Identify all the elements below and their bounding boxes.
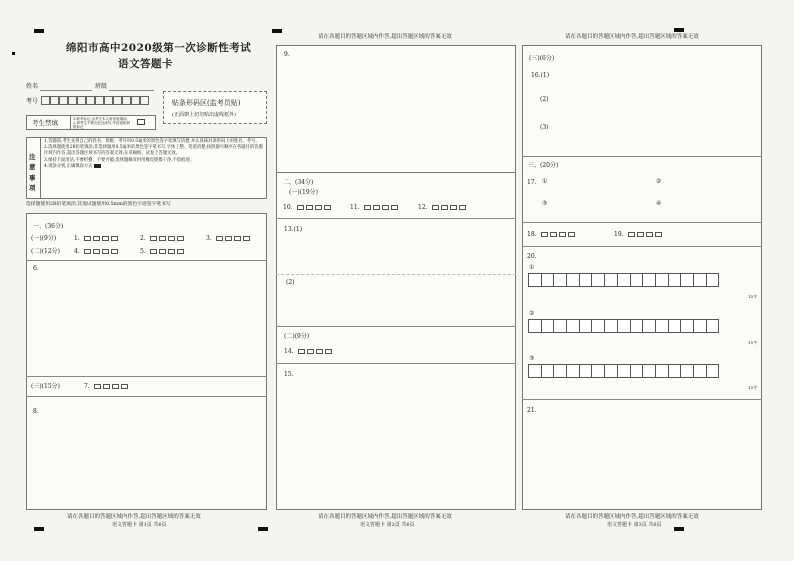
option-d[interactable]: [111, 236, 118, 241]
absent-checkbox[interactable]: [137, 119, 145, 125]
option-d[interactable]: [243, 236, 250, 241]
q11-label: 11.: [350, 204, 360, 211]
divider: [522, 222, 762, 223]
option-a[interactable]: [216, 236, 223, 241]
option-c[interactable]: [316, 349, 323, 354]
notice-side-label: 注意事项: [29, 153, 36, 193]
q20-grid-row-3[interactable]: [529, 364, 719, 378]
choice-q2[interactable]: [140, 235, 185, 242]
option-a[interactable]: [432, 205, 439, 210]
option-d[interactable]: [459, 205, 466, 210]
q20-count-1: 15字: [748, 294, 758, 299]
option-a[interactable]: [297, 205, 304, 210]
q18-label: 18.: [527, 231, 537, 238]
q20-grid-row-1[interactable]: [529, 273, 719, 287]
option-b[interactable]: [637, 232, 644, 237]
notice-items: [44, 139, 264, 170]
q21-answer-area[interactable]: [523, 400, 761, 509]
barcode-note: (正面朝上切勿贴出虚线框外): [172, 112, 236, 118]
exam-number-label: 考号: [26, 98, 39, 105]
footer-warning-3: 请在各题目的答题区域内作答,超出答题区域的答案无效: [565, 514, 699, 520]
divider: [26, 376, 267, 377]
q2-label: 2.: [140, 235, 146, 242]
option-c[interactable]: [450, 205, 457, 210]
alignment-mark: [34, 29, 44, 33]
option-b[interactable]: [225, 236, 232, 241]
q9-label: 9.: [284, 51, 290, 58]
card-title: 语文答题卡: [118, 58, 173, 70]
class-label: 班级: [95, 83, 108, 90]
forbidden-note: 1.缺考标记,由考生本人用铅笔填涂。2.请考生不要在此处涂写,并检查贴码框标记: [73, 117, 130, 130]
alignment-mark: [258, 527, 268, 531]
divider: [522, 246, 762, 247]
class-line: [109, 90, 154, 91]
notice-item-4: 4.请涂分别,正确填涂方式: [44, 164, 264, 170]
q13-1-label: 13.(1): [284, 226, 303, 233]
divider: [276, 326, 516, 327]
option-d[interactable]: [111, 249, 118, 254]
divider: [276, 274, 516, 275]
q20-row-1-label: ①: [529, 264, 535, 271]
q3-label: 3.: [206, 235, 212, 242]
option-a[interactable]: [541, 232, 548, 237]
footer-page-1: 语文答题卡 第1页 共6页: [112, 522, 167, 528]
option-b[interactable]: [441, 205, 448, 210]
header-warning-3: 请在各题目的答题区域内作答,超出答题区域的答案无效: [565, 34, 699, 40]
exam-title: 绵阳市高中2020级第一次诊断性考试: [66, 42, 252, 54]
q19-label: 19.: [614, 231, 624, 238]
alignment-mark: [272, 29, 282, 33]
option-c[interactable]: [102, 249, 109, 254]
option-d[interactable]: [177, 249, 184, 254]
option-c[interactable]: [646, 232, 653, 237]
subsection-2-2: (二)(9分): [284, 333, 310, 340]
notice-item-3: 3.保持卡面清洁,不要折叠、不要弄破;选择题修改时用橡皮擦擦干净,不留痕迹。: [44, 157, 195, 163]
q20-grid-row-2[interactable]: [529, 319, 719, 333]
choice-q14[interactable]: [284, 348, 333, 355]
header-warning-2: 请在各题目的答题区域内作答,超出答题区域的答案无效: [318, 34, 452, 40]
option-a[interactable]: [84, 236, 91, 241]
q20-count-3: 15字: [748, 385, 758, 390]
q16-1-label: 16.(1): [531, 72, 550, 79]
q20-row-3-label: ③: [529, 355, 535, 362]
option-c[interactable]: [315, 205, 322, 210]
q5-label: 5.: [140, 248, 146, 255]
fill-example: [94, 164, 101, 168]
q17-blank-3: ③: [542, 200, 548, 207]
choice-q18[interactable]: [527, 231, 576, 238]
option-a[interactable]: [298, 349, 305, 354]
footer-warning-1: 请在各题目的答题区域内作答,超出答题区域的答案无效: [67, 514, 201, 520]
q14-label: 14.: [284, 348, 294, 355]
q17-blank-4: ④: [656, 200, 662, 207]
alignment-mark: [674, 527, 684, 531]
option-a[interactable]: [364, 205, 371, 210]
q16-3-label: (3): [540, 124, 549, 131]
option-c[interactable]: [112, 384, 119, 389]
q6-answer-area[interactable]: [27, 261, 266, 376]
forbidden-divider: [70, 115, 71, 130]
notice-item-2: 2.选择题使用2B铅笔填涂;非选择题用0.5毫米的黑色签字笔书写,字体工整、笔迹清楚;按照题号顺序在各题目的答题区域内作答,超出答题区域书写的答案无效;在草稿纸、试卷上答题无效。: [44, 145, 263, 157]
footer-page-3: 语文答题卡 第3页 共6页: [607, 522, 662, 528]
option-d[interactable]: [391, 205, 398, 210]
section-2-title: 二、(34分): [283, 179, 314, 186]
exam-number-cells[interactable]: [41, 96, 149, 105]
option-b[interactable]: [159, 236, 166, 241]
option-d[interactable]: [177, 236, 184, 241]
alignment-mark: [34, 527, 44, 531]
q4-label: 4.: [74, 248, 80, 255]
option-d[interactable]: [121, 384, 128, 389]
q21-label: 21.: [527, 407, 537, 414]
option-a[interactable]: [628, 232, 635, 237]
subsection-1-3: (三)(15分): [31, 383, 60, 390]
q20-count-2: 15字: [748, 340, 758, 345]
option-c[interactable]: [234, 236, 241, 241]
q20-label: 20.: [527, 253, 537, 260]
option-d[interactable]: [324, 205, 331, 210]
option-a[interactable]: [84, 249, 91, 254]
choice-q11[interactable]: [350, 204, 399, 211]
alignment-mark: [12, 52, 15, 55]
option-d[interactable]: [568, 232, 575, 237]
name-line: [40, 90, 92, 91]
name-label: 姓名: [26, 83, 39, 90]
choice-q3[interactable]: [206, 235, 251, 242]
notice-divider: [40, 137, 41, 199]
choice-q12[interactable]: [418, 204, 467, 211]
notice-item-1: 1.答题前,考生先将自己的姓名、班级、考号用0.5毫米的黑色签字笔填写清楚,并认真核对条形码上的姓名、考号。: [44, 139, 260, 144]
q7-label: 7.: [84, 383, 90, 390]
option-b[interactable]: [307, 349, 314, 354]
q16-2-label: (2): [540, 96, 549, 103]
q8-label: 8.: [33, 408, 39, 415]
option-b[interactable]: [373, 205, 380, 210]
subsection-1-2: (二)(12分): [31, 248, 60, 255]
q8-answer-area[interactable]: [27, 397, 266, 509]
barcode-area: [163, 91, 267, 124]
option-c[interactable]: [559, 232, 566, 237]
option-a[interactable]: [150, 249, 157, 254]
option-b[interactable]: [93, 249, 100, 254]
section-1-title: 一、(36分): [33, 223, 64, 230]
option-a[interactable]: [94, 384, 101, 389]
option-b[interactable]: [103, 384, 110, 389]
subsection-2-3: (三)(6分): [529, 55, 555, 62]
option-c[interactable]: [168, 249, 175, 254]
forbidden-label: 考生禁填: [32, 119, 58, 127]
select-hint: 选择题使用2B铅笔填涂,其他试题使用0.5mm的黑色字迹签字笔书写: [26, 202, 171, 207]
q17-blank-2: ②: [656, 178, 662, 185]
option-d[interactable]: [325, 349, 332, 354]
q6-label: 6.: [33, 265, 39, 272]
choice-q10[interactable]: [283, 204, 332, 211]
q17-blank-1: ①: [542, 178, 548, 185]
choice-q7[interactable]: [84, 383, 129, 390]
choice-q4[interactable]: [74, 248, 119, 255]
option-b[interactable]: [306, 205, 313, 210]
q17-label: 17.: [527, 179, 537, 186]
q13-2-label: (2): [286, 279, 295, 286]
footer-page-2: 语文答题卡 第2页 共6页: [360, 522, 415, 528]
q20-row-2-label: ②: [529, 310, 535, 317]
section-3-title: 三、(20分): [528, 162, 559, 169]
option-b[interactable]: [93, 236, 100, 241]
subsection-1-1: (一)(9分): [31, 235, 57, 242]
q15-label: 15.: [284, 371, 294, 378]
choice-q1[interactable]: [74, 235, 119, 242]
q10-label: 10.: [283, 204, 293, 211]
subsection-2-1: (一)(19分): [289, 189, 318, 196]
divider: [522, 156, 762, 157]
option-b[interactable]: [159, 249, 166, 254]
option-b[interactable]: [550, 232, 557, 237]
alignment-mark: [674, 28, 684, 32]
option-d[interactable]: [655, 232, 662, 237]
divider: [276, 218, 516, 219]
option-c[interactable]: [168, 236, 175, 241]
option-c[interactable]: [102, 236, 109, 241]
choice-q19[interactable]: [614, 231, 663, 238]
option-c[interactable]: [382, 205, 389, 210]
q1-label: 1.: [74, 235, 80, 242]
option-a[interactable]: [150, 236, 157, 241]
barcode-title: 贴条形码区(监考员贴): [172, 99, 241, 107]
footer-warning-2: 请在各题目的答题区域内作答,超出答题区域的答案无效: [318, 514, 452, 520]
q12-label: 12.: [418, 204, 428, 211]
q15-answer-area[interactable]: [277, 364, 515, 509]
choice-q5[interactable]: [140, 248, 185, 255]
